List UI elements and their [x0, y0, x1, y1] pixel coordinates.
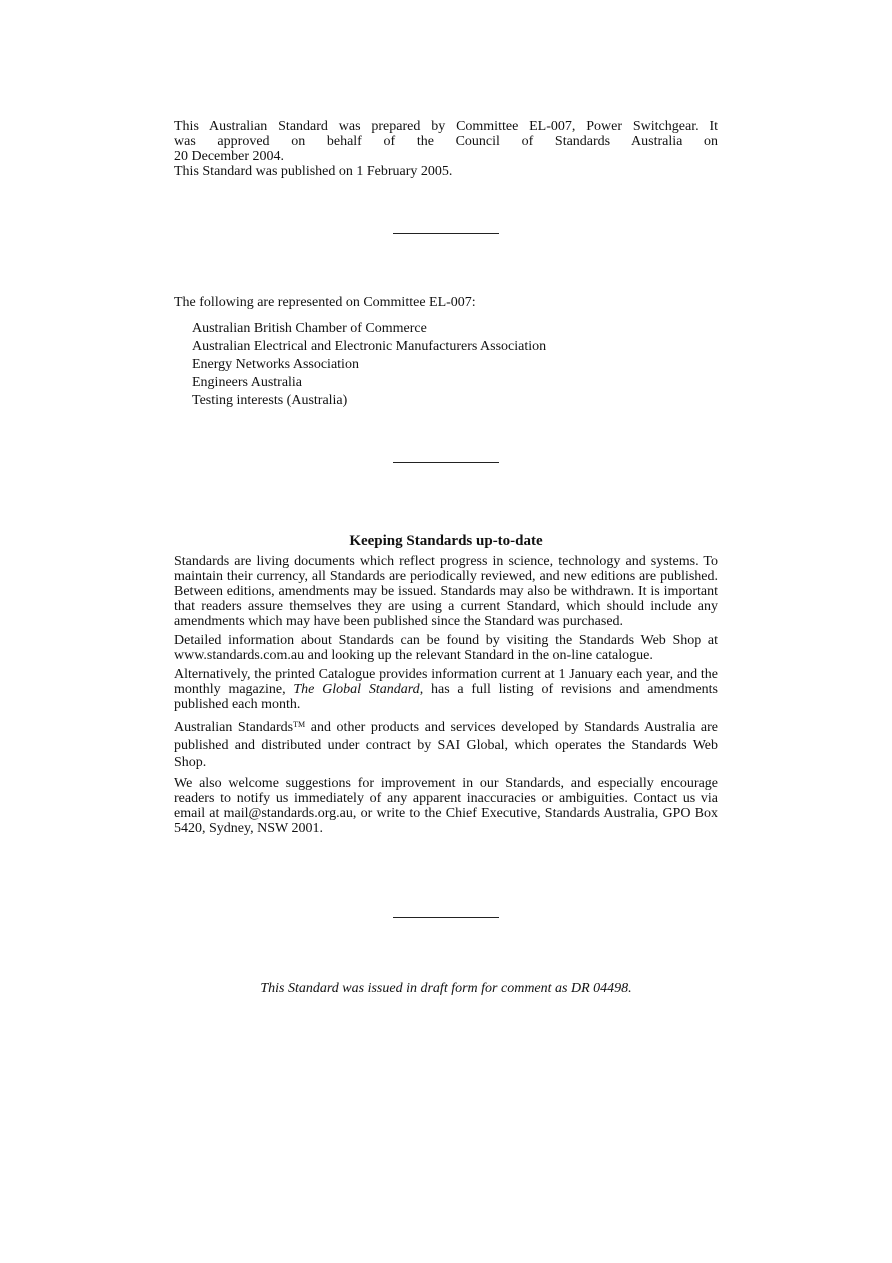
committee-member: Australian British Chamber of Commerce	[192, 321, 427, 336]
trademark-mark: TM	[293, 720, 306, 729]
committee-members-list	[192, 320, 546, 410]
keeping-paragraph-5: We also welcome suggestions for improvement in our Standards, and especially encourage readers to notify us immediately of any apparent inaccuracies or ambiguities. Contact us via email at mail@standards.org.au, or write to the Chief Executive, Standards Australia, GPO Box 5420, Sydney, NSW 2001.	[174, 775, 718, 836]
preparation-block	[174, 119, 718, 179]
para3-text-before: Alternatively, the printed Catalogue provides information current at 1 January each year, and the monthly magazine,	[174, 667, 718, 697]
para3-text-after: , has a full listing of revisions and amendments published each month.	[174, 682, 719, 712]
magazine-title: The Global Standard	[293, 682, 420, 697]
keeping-paragraph-2: Detailed information about Standards can be found by visiting the Standards Web Shop at www.standards.com.au and looking up the relevant Standard in the on-line catalogue.	[174, 633, 718, 663]
keeping-paragraph-3	[174, 667, 718, 712]
preparation-line-2: was approved on behalf of the Council of Standards Australia on	[174, 134, 718, 149]
para4-text-after: and other products and services developed by Standards Australia are published and distributed under contract by SAI Global, which operates the Standards Web Shop.	[174, 720, 718, 770]
divider-rule-2	[393, 462, 499, 463]
committee-member: Testing interests (Australia)	[192, 393, 348, 408]
preparation-line-1: This Australian Standard was prepared by Committee EL-007, Power Switchgear. It	[174, 119, 718, 134]
committee-intro-text: The following are represented on Committee EL-007:	[174, 295, 476, 310]
committee-member: Australian Electrical and Electronic Manufacturers Association	[192, 339, 547, 354]
section-heading: Keeping Standards up-to-date	[349, 533, 543, 549]
committee-member: Engineers Australia	[192, 375, 303, 390]
divider-rule-1	[393, 233, 499, 234]
committee-intro	[174, 295, 718, 310]
keeping-paragraph-4	[174, 716, 718, 772]
para4-text-before: Australian Standards	[174, 720, 294, 735]
draft-note: This Standard was issued in draft form for comment as DR 04498.	[260, 981, 632, 996]
committee-member: Energy Networks Association	[192, 357, 359, 372]
keeping-standards-section	[174, 554, 718, 840]
publication-date: This Standard was published on 1 February 2005.	[174, 164, 453, 179]
keeping-paragraph-1: Standards are living documents which reflect progress in science, technology and systems. To maintain their currency, all Standards are periodically reviewed, and new editions are published. Between editions, amendments may be issued. Standards may also be withdrawn. It is important that readers assure themselves they are using a current Standard, which should include any amendments which may have been published since the Standard was purchased.	[174, 554, 718, 629]
divider-rule-3	[393, 917, 499, 918]
preparation-line-3: 20 December 2004.	[174, 149, 285, 164]
